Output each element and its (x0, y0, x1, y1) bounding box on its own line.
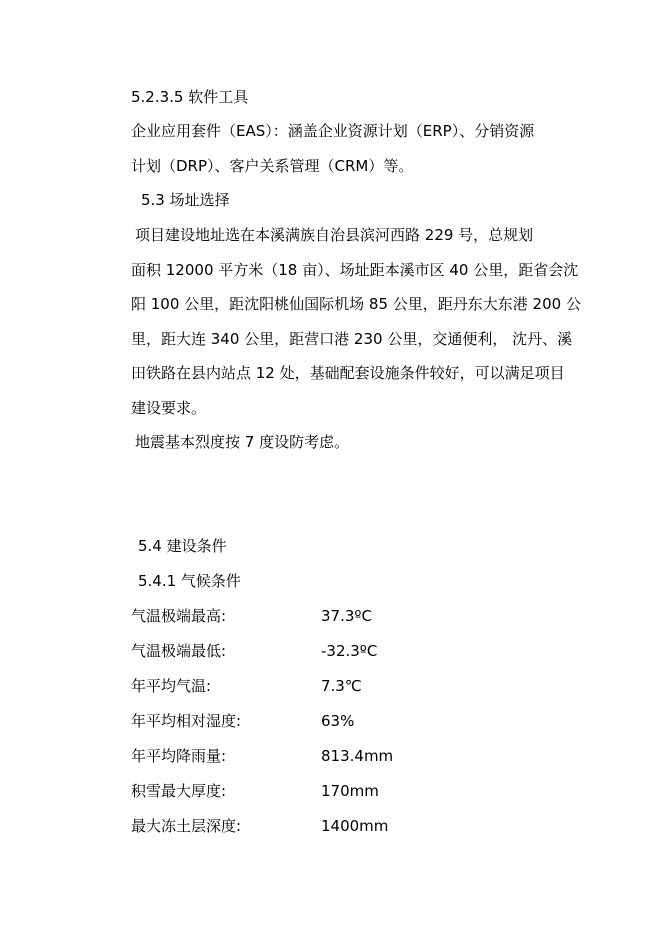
paragraph-line: 企业应用套件（EAS）：涵盖企业资源计划（ERP）、分销资源 (131, 122, 535, 140)
paragraph-line: 田铁路在县内站点 12 处，基础配套设施条件较好，可以满足项目 (131, 364, 565, 383)
heading-5-2-3-5: 5.2.3.5 软件工具 (131, 88, 249, 106)
climate-value: 7.3℃ (321, 677, 362, 695)
climate-label: 气温极端最高: (131, 607, 227, 625)
climate-value: 1400mm (321, 817, 389, 835)
climate-label: 积雪最大厚度: (131, 782, 227, 800)
seismic-note: 地震基本烈度按 7 度设防考虑。 (135, 433, 350, 451)
climate-label: 气温极端最低: (131, 642, 227, 660)
paragraph-line: 阳 100 公里，距沈阳桃仙国际机场 85 公里，距丹东大东港 200 公 (131, 295, 581, 314)
paragraph-line: 面积 12000 平方米（18 亩）、场址距本溪市区 40 公里，距省会沈 (131, 260, 579, 279)
climate-label: 年平均降雨量: (131, 747, 227, 765)
heading-5-3: 5.3 场址选择 (141, 191, 230, 209)
climate-label: 年平均气温: (131, 677, 212, 695)
heading-5-4-1: 5.4.1 气候条件 (138, 572, 241, 590)
climate-label: 年平均相对湿度: (131, 712, 242, 730)
paragraph-site-selection (131, 225, 581, 433)
paragraph-line: 项目建设地址选在本溪满族自治县滨河西路 229 号，总规划 (135, 226, 534, 244)
climate-value: -32.3ºC (321, 642, 378, 660)
paragraph-line: 计划（DRP）、客户关系管理（CRM）等。 (131, 156, 414, 175)
paragraph-line: 里，距大连 340 公里，距营口港 230 公里，交通便利， 沈丹、溪 (131, 329, 573, 348)
climate-value: 170mm (321, 782, 379, 800)
climate-label: 最大冻土层深度: (131, 817, 242, 835)
climate-value: 813.4mm (321, 747, 394, 765)
climate-value: 37.3ºC (321, 607, 372, 625)
climate-value: 63% (321, 712, 355, 730)
heading-5-4: 5.4 建设条件 (138, 537, 227, 555)
paragraph-software-tools (131, 121, 534, 190)
paragraph-line: 建设要求。 (131, 398, 207, 417)
